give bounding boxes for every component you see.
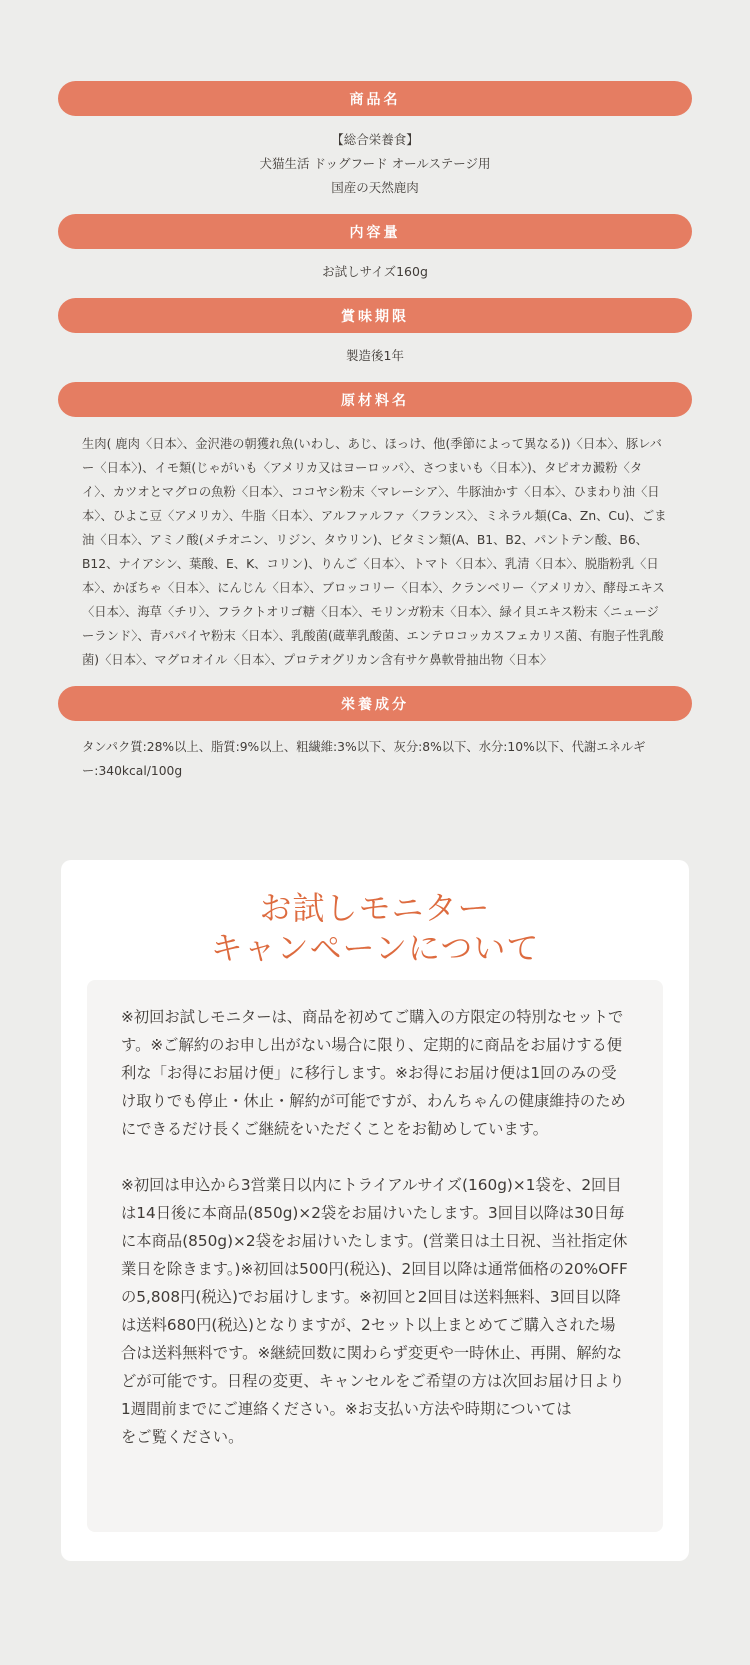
nutrition-value: タンパク質:28%以上、脂質:9%以上、粗繊維:3%以下、灰分:8%以下、水分:10%以下、代謝エネルギー:340kcal/100g [82, 740, 646, 778]
product-subtitle: 国産の天然鹿肉 [331, 180, 419, 195]
product-title: 犬猫生活 ドッグフード オールステージ用 [259, 156, 491, 171]
product-category: 【総合栄養食】 [331, 132, 419, 147]
product-spec [58, 81, 692, 783]
contents-header: 内容量 [58, 214, 692, 249]
ingredients-header: 原材料名 [58, 382, 692, 417]
campaign-title-line2: キャンペーンについて [210, 929, 540, 967]
campaign-terms-paragraph-2-end: をご覧ください。 [121, 1428, 244, 1446]
campaign-terms-paragraph-1: ※初回お試しモニターは、商品を初めてご購入の方限定の特別なセットです。※ご解約のお申し出がない場合に限り、定期的に商品をお届けする便利な「お得にお届け便」に移行します。※お得にお届け便は1回のみの受け取りでも停止・休止・解約が可能ですが、わんちゃんの健康維持のためにできるだけ長くご継続をいただくことをお勧めしています。 [121, 1008, 626, 1138]
campaign-title-line1: お試しモニター [259, 889, 491, 927]
campaign-card [61, 860, 689, 1561]
contents-value: お試しサイズ160g [322, 264, 428, 279]
product-name-header: 商品名 [58, 81, 692, 116]
nutrition-header: 栄養成分 [58, 686, 692, 721]
campaign-terms-box [87, 980, 663, 1532]
campaign-terms-paragraph-2-main: ※初回は申込から3営業日以内にトライアルサイズ(160g)×1袋を、2回目は14日後に本商品(850g)×2袋をお届けいたします。3回目以降は30日毎に本商品(850g)×2袋をお届けいたします。(営業日は土日祝、当社指定休業日を除きます。)※初回は500円(税込)、2回目以降は通常価格の20%OFFの5,808円(税込)でお届けします。※初回と2回目は送料無料、3回目以降は送料680円(税込)となりますが、2セット以上まとめてご購入された場合は送料無料です。※継続回数に関わらず変更や一時休止、再開、解約などが可能です。日程の変更、キャンセルをご希望の方は次回お届け日より1週間前までにご連絡ください。※お支払い方法や時期については [121, 1176, 628, 1418]
ingredients-value: 生肉( 鹿肉〈日本〉、金沢港の朝獲れ魚(いわし、あじ、ほっけ、他(季節によって異なる))〈日本〉、豚レバー〈日本〉)、イモ類(じゃがいも〈アメリカ又はヨーロッパ〉、さつまいも〈日本〉)、タピオカ澱粉〈タイ〉、カツオとマグロの魚粉〈日本〉、ココヤシ粉末〈マレーシア〉、牛豚油かす〈日本〉、ひまわり油〈日本〉、ひよこ豆〈アメリカ〉、牛脂〈日本〉、アルファルファ〈フランス〉、ミネラル類(Ca、Zn、Cu)、ごま油〈日本〉、アミノ酸(メチオニン、リジン、タウリン)、ビタミン類(A、B1、B2、パントテン酸、B6、B12、ナイアシン、葉酸、E、K、コリン)、りんご〈日本〉、トマト〈日本〉、乳清〈日本〉、脱脂粉乳〈日本〉、かぼちゃ〈日本〉、にんじん〈日本〉、ブロッコリー〈日本〉、クランベリー〈アメリカ〉、酵母エキス〈日本〉、海草〈チリ〉、フラクトオリゴ糖〈日本〉、モリンガ粉末〈日本〉、緑イ貝エキス粉末〈ニュージーランド〉、青パパイヤ粉末〈日本〉、乳酸菌(蔵華乳酸菌、エンテロコッカスフェカリス菌、有胞子性乳酸菌)〈日本〉、マグロオイル〈日本〉、プロテオグリカン含有サケ鼻軟骨抽出物〈日本〉 [82, 437, 667, 667]
campaign-terms-paragraph-2 [121, 1171, 629, 1451]
product-name-value [58, 128, 692, 200]
campaign-title [61, 888, 689, 968]
expiry-value: 製造後1年 [346, 348, 404, 363]
expiry-header: 賞味期限 [58, 298, 692, 333]
